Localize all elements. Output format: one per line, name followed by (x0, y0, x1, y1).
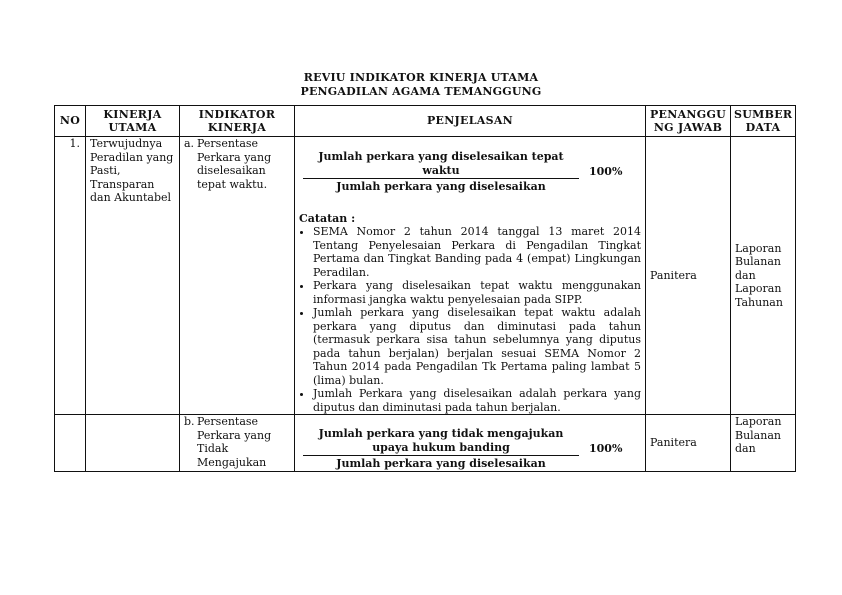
sumber-data-cell: Laporan Bulanan dan Laporan Tahunan (731, 137, 796, 415)
indikator-cell (180, 415, 295, 472)
header-penanggung-jawab: PENANGGU NG JAWAB (646, 106, 731, 137)
list-item: • Perkara yang diselesaikan tepat waktu menggunakan informasi jangka waktu penyelesaian pada SIPP. (313, 279, 641, 306)
header-sumber-data: SUMBER DATA (731, 106, 796, 137)
document-title-line1: REVIU INDIKATOR KINERJA UTAMA (303, 71, 539, 84)
list-item: • SEMA Nomor 2 tahun 2014 tanggal 13 maret 2014 Tentang Penyelesaian Perkara di Pengadilan Tingkat Pertama dan Tingkat Banding pada 4 (empat) Lingkungan Peradilan. (313, 225, 641, 279)
sumber-data-cell: Laporan Bulanan dan (731, 415, 796, 472)
header-no: NO (55, 106, 86, 137)
indikator-cell (180, 137, 295, 415)
formula (303, 150, 641, 194)
formula (303, 427, 641, 471)
catatan-label: Catatan : (299, 211, 356, 225)
formula-numerator: Jumlah perkara yang tidak mengajukan upaya hukum banding (303, 427, 579, 456)
indikator-text: Persentase Perkara yang Tidak Mengajukan (197, 415, 272, 469)
indikator-label: a. (184, 137, 195, 150)
table-row (55, 415, 796, 472)
document-title-line2: PENGADILAN AGAMA TEMANGGUNG (300, 85, 542, 98)
formula-denominator: Jumlah perkara yang diselesaikan (336, 180, 546, 193)
formula-percent: 100% (589, 165, 623, 178)
penanggung-jawab-cell: Panitera (646, 137, 731, 415)
formula-percent: 100% (589, 442, 623, 455)
formula-numerator: Jumlah perkara yang diselesaikan tepat waktu (303, 150, 579, 179)
table-header-row (55, 106, 796, 137)
table-row (55, 137, 796, 415)
kinerja-utama-cell: Terwujudnya Peradilan yang Pasti, Transparan dan Akuntabel (86, 137, 180, 415)
penjelasan-cell (295, 137, 646, 415)
header-indikator-kinerja: INDIKATOR KINERJA (180, 106, 295, 137)
list-item: • Jumlah Perkara yang diselesaikan adalah perkara yang diputus dan diminutasi pada tahun berjalan. (313, 387, 641, 414)
row-number (55, 415, 86, 472)
penjelasan-cell (295, 415, 646, 472)
iku-table (54, 105, 796, 472)
formula-denominator: Jumlah perkara yang diselesaikan (336, 457, 546, 470)
header-penjelasan: PENJELASAN (295, 106, 646, 137)
row-number: 1. (55, 137, 86, 415)
indikator-text: Persentase Perkara yang diselesaikan tepat waktu. (197, 137, 272, 191)
notes-list (299, 225, 641, 414)
header-kinerja-utama: KINERJA UTAMA (86, 106, 180, 137)
kinerja-utama-cell (86, 415, 180, 472)
indikator-label: b. (184, 415, 195, 428)
list-item: • Jumlah perkara yang diselesaikan tepat waktu adalah perkara yang diputus dan diminutasi pada tahun (termasuk perkara sisa tahun sebelumnya yang diputus pada tahun berjalan) berjalan sesuai SEMA Nomor 2 Tahun 2014 pada Pengadilan Tk Pertama paling lambat 5 (lima) bulan. (313, 306, 641, 387)
penanggung-jawab-cell: Panitera (646, 415, 731, 472)
